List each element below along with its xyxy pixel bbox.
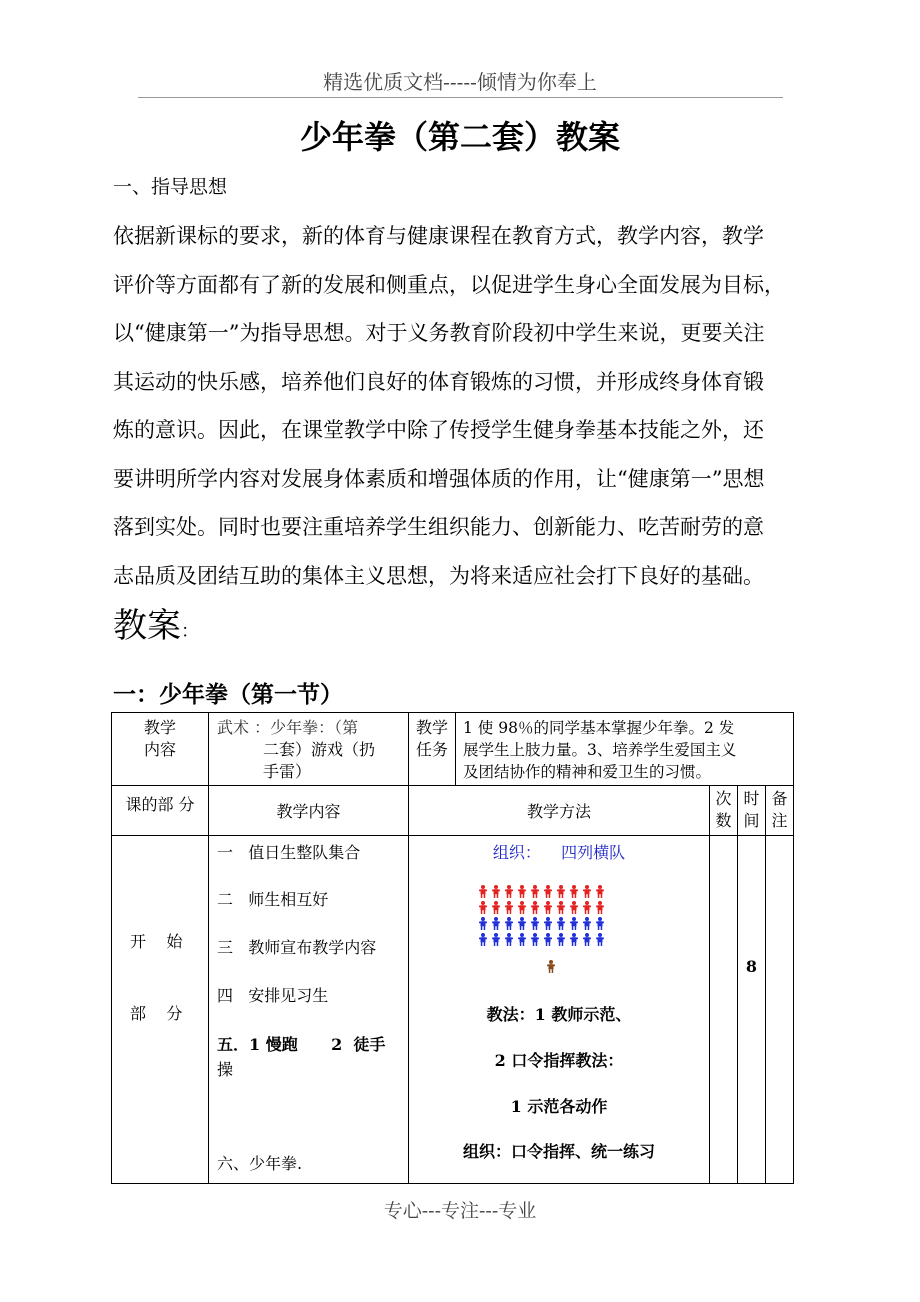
formation-row bbox=[373, 931, 709, 947]
student-figure-icon bbox=[505, 883, 513, 896]
cell-text: 开 始 bbox=[130, 932, 183, 951]
lesson-title: 一：少年拳（第一节） bbox=[113, 682, 343, 708]
student-figure-icon bbox=[557, 899, 565, 912]
cell-text: 时 bbox=[743, 789, 760, 808]
document-title: 少年拳（第二套）教案 bbox=[299, 118, 620, 156]
student-figure-icon bbox=[570, 883, 578, 896]
opening-part-method-cell bbox=[409, 836, 710, 1184]
student-figure-icon bbox=[492, 899, 500, 912]
cell-text: 1 使 98％的同学基本掌握少年拳。2 发 bbox=[463, 719, 735, 737]
student-figure-icon bbox=[518, 883, 526, 896]
student-figure-icon bbox=[492, 883, 500, 896]
formation-row bbox=[373, 915, 709, 931]
teacher-figure-icon bbox=[547, 958, 555, 974]
student-figure-icon bbox=[557, 915, 565, 928]
cell-text: 及团结协作的精神和爱卫生的习惯。 bbox=[463, 763, 712, 781]
count-cell bbox=[710, 836, 738, 1184]
formation-teacher-row bbox=[393, 958, 709, 977]
student-figure-icon bbox=[570, 931, 578, 944]
teaching-task-cell bbox=[456, 713, 794, 786]
paragraph-line: 以“健康第一”为指导思想。对于义务教育阶段初中学生来说，更要关注 bbox=[113, 321, 765, 345]
content-item: 六、少年拳. bbox=[217, 1154, 303, 1173]
student-figure-icon bbox=[570, 899, 578, 912]
column-header-count bbox=[710, 786, 738, 836]
cell-text: 展学生上肢力量。3、培养学生爱国主义 bbox=[463, 741, 737, 759]
student-figure-icon bbox=[583, 915, 591, 928]
formation-diagram bbox=[409, 883, 709, 977]
student-figure-icon bbox=[531, 931, 539, 944]
paragraph-line: 炼的意识。因此，在课堂教学中除了传授学生健身拳基本技能之外，还 bbox=[113, 418, 764, 442]
cell-text: 内容 bbox=[143, 740, 176, 759]
column-header-method: 教学方法 bbox=[409, 786, 710, 836]
organization-label: 组织： bbox=[492, 843, 541, 862]
formation-row bbox=[373, 899, 709, 915]
teaching-task-label-cell bbox=[409, 713, 456, 786]
paragraph-line: 其运动的快乐感，培养他们良好的体育锻炼的习惯，并形成终身体育锻 bbox=[113, 369, 764, 394]
cell-text: 教学 bbox=[415, 718, 448, 737]
table-row-teaching-content bbox=[112, 713, 794, 786]
cell-text: 部 分 bbox=[130, 1004, 183, 1023]
lesson-plan-label: 教案 bbox=[113, 606, 181, 646]
student-figure-icon bbox=[596, 915, 604, 928]
remarks-cell bbox=[766, 836, 794, 1184]
cell-text: 任务 bbox=[415, 740, 448, 759]
paragraph-line: 评价等方面都有了新的发展和侧重点，以促进学生身心全面发展为目标， bbox=[113, 272, 785, 297]
teaching-content-cell bbox=[209, 713, 409, 786]
student-figure-icon bbox=[570, 915, 578, 928]
student-figure-icon bbox=[544, 899, 552, 912]
student-figure-icon bbox=[531, 899, 539, 912]
lesson-plan-table bbox=[111, 712, 794, 1184]
student-figure-icon bbox=[596, 883, 604, 896]
page-header: 精选优质文档-----倾情为你奉上 bbox=[323, 70, 597, 94]
paragraph-line: 依据新课标的要求，新的体育与健康课程在教育方式，教学内容，教学 bbox=[113, 224, 764, 248]
time-cell bbox=[738, 836, 766, 1184]
column-header-section: 课的部 分 bbox=[112, 786, 209, 836]
student-figure-icon bbox=[583, 883, 591, 896]
content-item: 二 师生相互好 bbox=[217, 890, 329, 909]
cell-text: 教学 bbox=[143, 718, 176, 737]
student-figure-icon bbox=[544, 915, 552, 928]
method-line: 2 口令指挥教法： bbox=[494, 1051, 624, 1070]
student-figure-icon bbox=[518, 899, 526, 912]
formation-row bbox=[373, 883, 709, 899]
cell-text: 二套）游戏（扔 bbox=[263, 740, 376, 759]
lesson-plan-colon: ： bbox=[181, 621, 199, 642]
method-line: 教法：1 教师示范、 bbox=[486, 1005, 632, 1024]
student-figure-icon bbox=[596, 931, 604, 944]
student-figure-icon bbox=[505, 899, 513, 912]
student-figure-icon bbox=[505, 931, 513, 944]
cell-text: 武术 ：少年拳：（第 bbox=[217, 718, 359, 737]
column-header-remarks bbox=[766, 786, 794, 836]
content-item: 四 安排见习生 bbox=[217, 986, 329, 1005]
paragraph-line: 志品质及团结互助的集体主义思想，为将来适应社会打下良好的基础。 bbox=[113, 563, 764, 588]
method-line: 组织：口令指挥、统一练习 bbox=[462, 1142, 655, 1161]
student-figure-icon bbox=[531, 883, 539, 896]
content-item: 操 bbox=[217, 1060, 234, 1079]
teaching-content-label-cell bbox=[112, 713, 209, 786]
page-footer: 专心---专注---专业 bbox=[383, 1200, 537, 1222]
content-item: 五．1 慢跑 2 徒手 bbox=[217, 1035, 386, 1054]
column-header-time bbox=[738, 786, 766, 836]
student-figure-icon bbox=[518, 931, 526, 944]
student-figure-icon bbox=[583, 899, 591, 912]
student-figure-icon bbox=[557, 883, 565, 896]
student-figure-icon bbox=[544, 883, 552, 896]
guiding-thought-paragraph bbox=[113, 212, 783, 600]
cell-text: 备 bbox=[771, 789, 788, 808]
paragraph-line: 要讲明所学内容对发展身体素质和增强体质的作用，让“健康第一”思想 bbox=[113, 466, 765, 491]
student-figure-icon bbox=[479, 931, 487, 944]
student-figure-icon bbox=[557, 931, 565, 944]
cell-text: 次 bbox=[715, 789, 732, 808]
content-item: 一 值日生整队集合 bbox=[217, 843, 361, 862]
method-line: 1 示范各动作 bbox=[510, 1097, 608, 1116]
cell-text: 手雷） bbox=[263, 762, 312, 781]
student-figure-icon bbox=[531, 915, 539, 928]
section-heading-guiding-thought: 一、指导思想 bbox=[113, 176, 228, 198]
student-figure-icon bbox=[544, 931, 552, 944]
student-figure-icon bbox=[583, 931, 591, 944]
opening-part-label-cell bbox=[112, 836, 209, 1184]
header-divider bbox=[138, 97, 783, 98]
student-figure-icon bbox=[596, 899, 604, 912]
table-header-row bbox=[112, 786, 794, 836]
organization-line bbox=[409, 840, 709, 863]
student-figure-icon bbox=[518, 915, 526, 928]
table-row-opening-part bbox=[112, 836, 794, 1184]
cell-text: 数 bbox=[715, 811, 732, 830]
student-figure-icon bbox=[492, 915, 500, 928]
content-item: 三 教师宣布教学内容 bbox=[217, 938, 377, 957]
cell-text: 间 bbox=[743, 811, 760, 830]
student-figure-icon bbox=[479, 899, 487, 912]
paragraph-line: 落到实处。同时也要注重培养学生组织能力、创新能力、吃苦耐劳的意 bbox=[113, 515, 764, 539]
student-figure-icon bbox=[492, 931, 500, 944]
lesson-plan-heading bbox=[113, 598, 199, 647]
column-header-content: 教学内容 bbox=[209, 786, 409, 836]
time-value: 8 bbox=[745, 957, 758, 976]
student-figure-icon bbox=[505, 915, 513, 928]
student-figure-icon bbox=[479, 915, 487, 928]
section-label bbox=[130, 882, 182, 1074]
organization-value: 四列横队 bbox=[561, 843, 626, 862]
cell-text: 注 bbox=[771, 811, 788, 830]
student-figure-icon bbox=[479, 883, 487, 896]
